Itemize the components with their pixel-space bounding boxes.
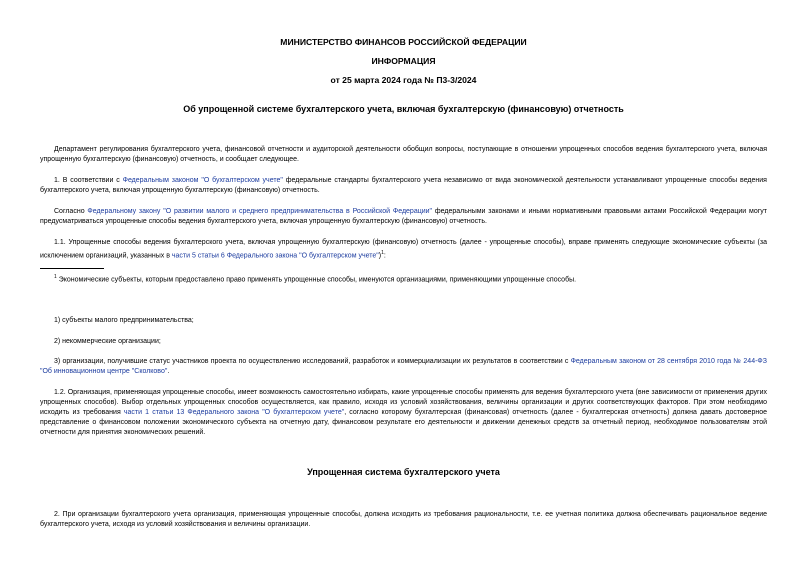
paragraph-2-text-end: федеральными законами и иными нормативными правовыми актами Российской Федерации могут предусматриваться упрощенные способы ведения бухгалтерского учета, включая упрощенную бухгалтерскую (финансовую) отчетность.	[40, 208, 767, 225]
intro-paragraph: Департамент регулирования бухгалтерского учета, финансовой отчетности и аудиторской деятельности обобщил вопросы, поступающие в отношении упрощенных способов ведения бухгалтерского учета, включая упрощенную бухгалтерскую (финансовую) отчетность, и сообщает следующее.	[40, 146, 767, 163]
link-law-small-business[interactable]: Федеральному закону "О развитии малого и среднего предпринимательства в Российской Федерации"	[87, 208, 433, 215]
footnote-mark: 1	[54, 274, 57, 280]
link-law-accounting[interactable]: Федеральным законом "О бухгалтерском учете"	[122, 177, 283, 184]
paragraph-2: 2. При организации бухгалтерского учета организация, применяющая упрощенные способы, должна исходить из требования рациональности, т.е. ее учетная политика должна обеспечивать рациональное ведение бухгалтерского учета, исходя из условий хозяйствования и величины организации.	[40, 511, 767, 528]
footnote-separator	[40, 268, 104, 269]
list-item-1: 1) субъекты малого предпринимательства;	[54, 317, 194, 324]
document-type-heading: ИНФОРМАЦИЯ	[371, 56, 436, 66]
paragraph-1-2-text-end: , согласно которому бухгалтерская (финансовая) отчетность (далее - бухгалтерская отчетность) должна давать достоверное представление о финансовом положении экономического субъекта на отчетную дату, финансовом результате его деятельности и движении денежных средств за отчетный период, необходимое пользователям этой отчетности для принятия экономических решений.	[40, 409, 767, 436]
paragraph-1	[40, 176, 767, 196]
paragraph-1-continued	[40, 207, 767, 227]
footnote	[40, 272, 767, 285]
paragraph-1-2-text-start: 1.2. Организация, применяющая упрощенные способы, имеет возможность самостоятельно избирать, какие упрощенные способы применять для ведения бухгалтерского учета (вне зависимости от применения других упрощенных способов). Выбор отдельных упрощенных способов осуществляется, как правило, исходя из условий хозяйствования, величины организации и других соответствующих факторов. При этом необходимо исходить из требования	[40, 389, 767, 416]
footnote-text: Экономические субъекты, которым предоставлено право применять упрощенные способы, именуются организациями, применяющими упрощенные способы.	[56, 276, 577, 284]
document-title: Об упрощенной системе бухгалтерского учета, включая бухгалтерскую (финансовую) отчетность	[183, 104, 624, 114]
section-heading: Упрощенная система бухгалтерского учета	[307, 467, 500, 477]
list-item-3	[40, 357, 767, 377]
link-law-accounting-art13[interactable]: части 1 статьи 13 Федерального закона "О бухгалтерском учете"	[123, 409, 345, 416]
paragraph-1-1	[40, 238, 767, 261]
paragraph-2-text-start: Согласно	[54, 208, 88, 215]
list-item-2: 2) некоммерческие организации;	[54, 338, 161, 345]
paragraph-1-1-text-end: :	[383, 252, 386, 260]
footnote-reference[interactable]: 1	[381, 250, 384, 256]
paragraph-1-1-text-mid: )	[378, 252, 382, 260]
paragraph-1-text-end: федеральные стандарты бухгалтерского учета независимо от вида экономической деятельности устанавливают упрощенные способы ведения бухгалтерского учета, включая упрощенную бухгалтерскую (финансовую) отчетность.	[40, 177, 767, 194]
list-item-3-text-start: 3) организации, получившие статус участников проекта по осуществлению исследований, разработок и коммерциализации их результатов в соответствии с	[54, 358, 571, 365]
link-law-skolkovo[interactable]: Федеральным законом от 28 сентября 2010 года № 244-ФЗ "Об инновационном центре "Сколково"	[40, 358, 767, 375]
ministry-heading: МИНИСТЕРСТВО ФИНАНСОВ РОССИЙСКОЙ ФЕДЕРАЦИИ	[280, 37, 527, 47]
link-law-accounting-art6[interactable]: части 5 статьи 6 Федерального закона "О бухгалтерском учете"	[171, 252, 379, 260]
list-item-3-text-end: .	[167, 368, 170, 375]
document-date-number: от 25 марта 2024 года № П3-3/2024	[330, 75, 477, 85]
paragraph-1-text-start: 1. В соответствии с	[54, 177, 123, 184]
paragraph-1-1-text-start: 1.1. Упрощенные способы ведения бухгалтерского учета, включая упрощенную бухгалтерскую (финансовую) отчетность (далее - упрощенные способы), вправе применять следующие экономические субъекты (за исключением организаций, указанных в	[40, 239, 767, 260]
paragraph-1-2	[40, 388, 767, 438]
